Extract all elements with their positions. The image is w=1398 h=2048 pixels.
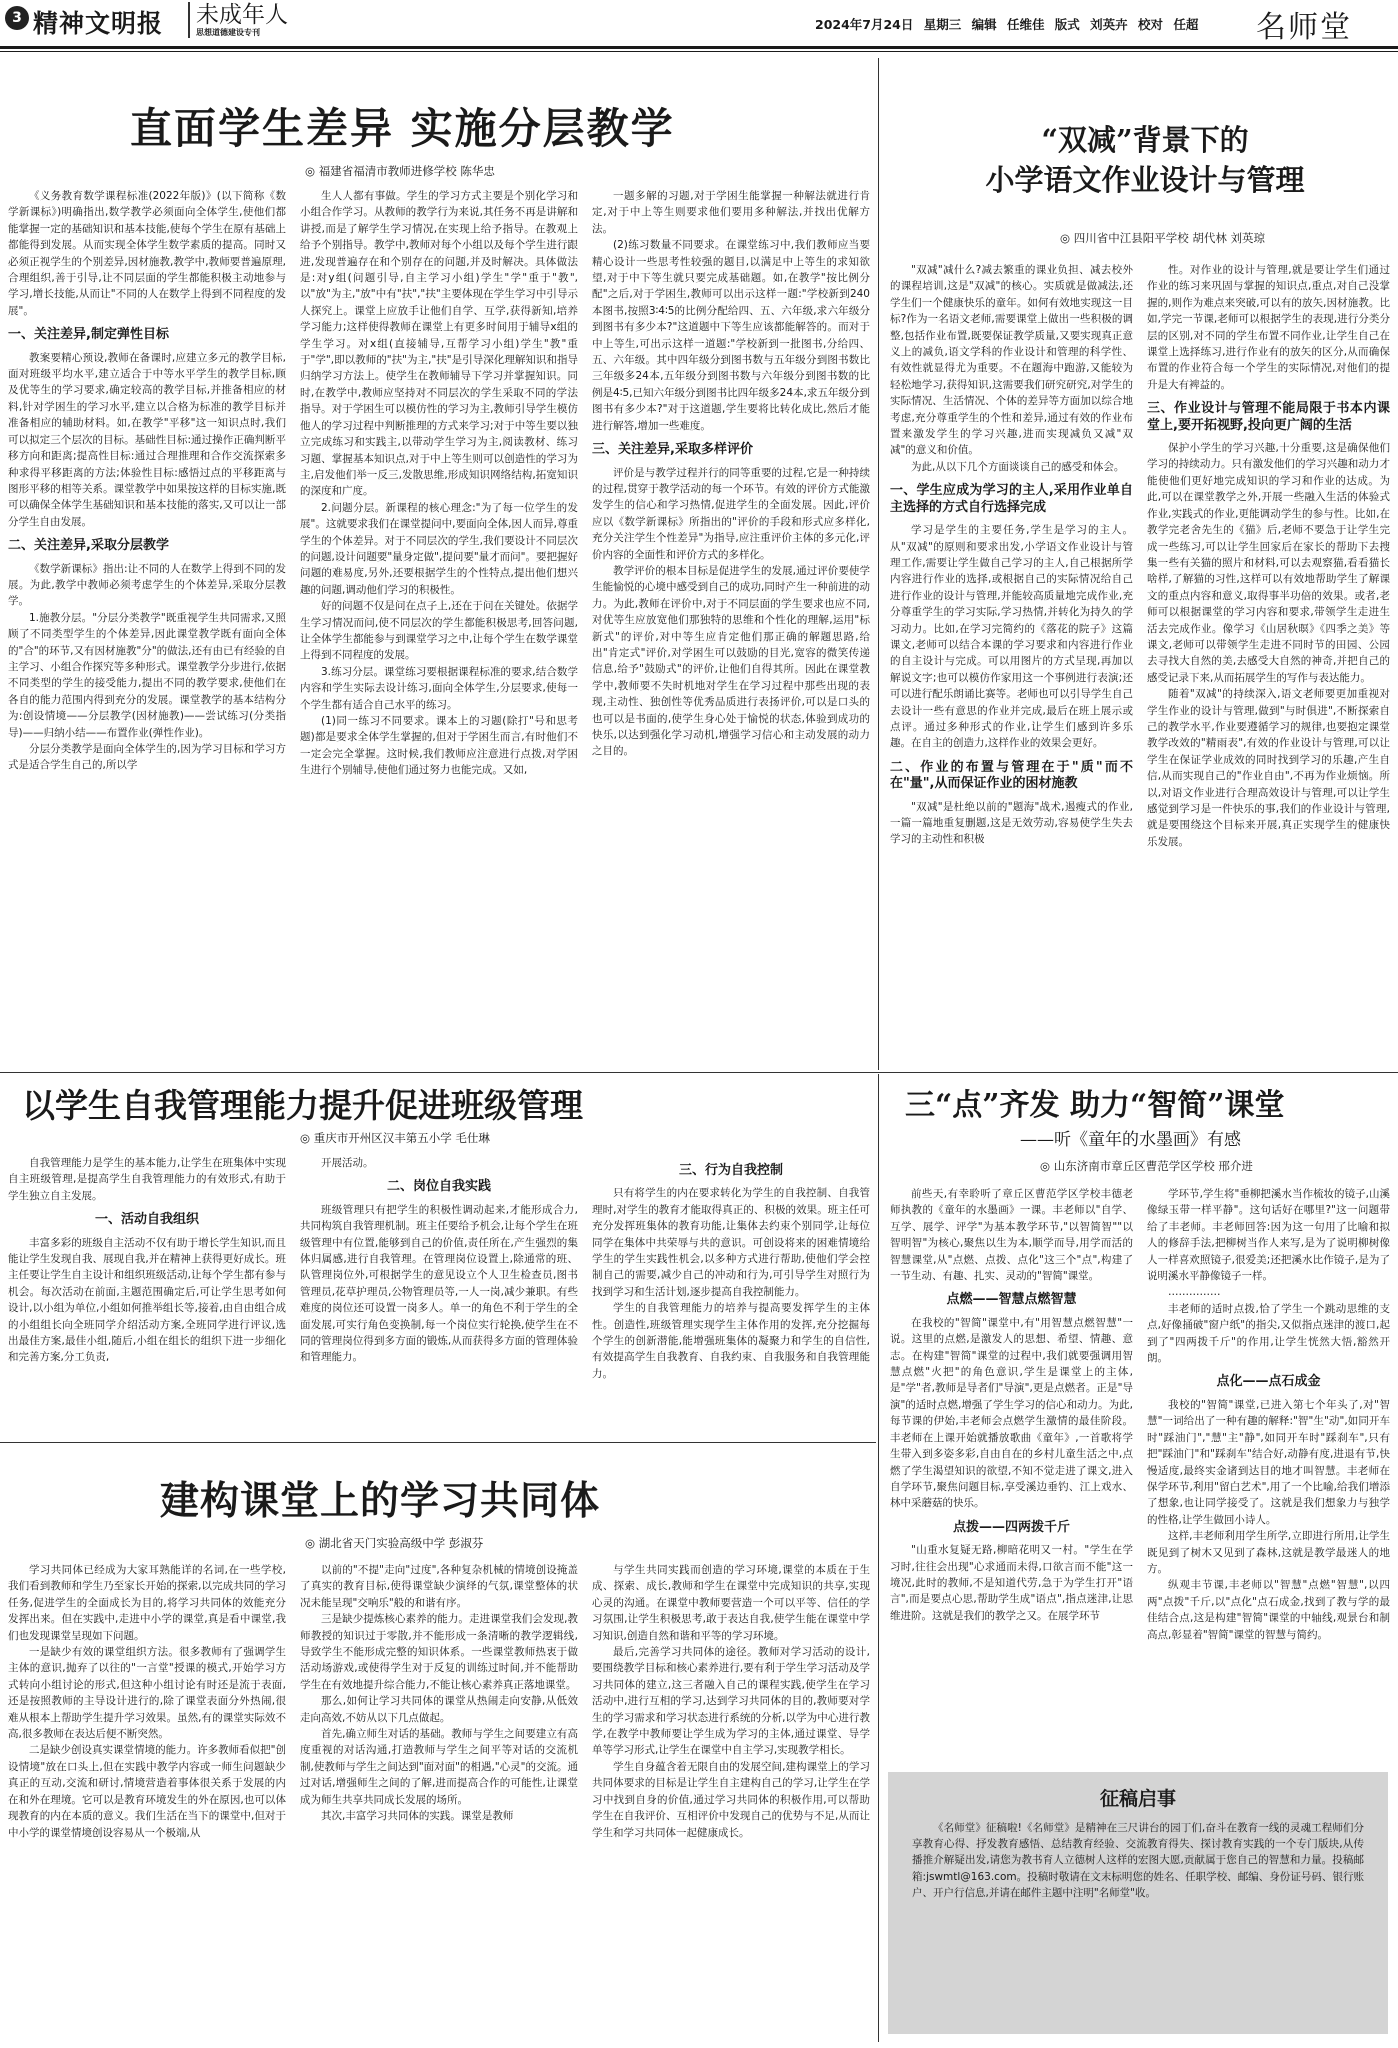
paragraph: 开展活动。	[321, 1157, 374, 1169]
page-number: 3	[5, 6, 29, 30]
article2-title: “双减”背景下的 小学语文作业设计与管理	[985, 123, 1305, 197]
article4-body	[890, 1186, 1390, 1766]
paragraph: 丰富多彩的班级自主活动不仅有助于增长学生知识,而且能让学生发现自我、展现自我,并在精神上获得更好成长。班主任要让学生自主设计和组织班级活动,让每个学生都有参与机会。每次活动在前面,主题范围确定后,可让学生思考如何设计,以小组为单位,小组如何推举组长等,接着,由自由组合成的小组组长向全班同学介绍活动方案,全班同学进行评议,选出最佳方案,最佳小组,随后,小组在组长的组织下进一步细化和完善方案,分工负责,	[8, 1236, 286, 1364]
article3-col3	[592, 1155, 870, 1437]
subheading: 三、行为自我控制	[678, 1163, 783, 1178]
paragraph: 随着"双减"的持续深入,语文老师要更加重视对学生作业的设计与管理,做到"与时俱进",不断探索自己的教学水平,作业要遵循学习的规律,也要抱定课堂教学改效的"精雨表",有效的作业设计与管理,可以让学生在保证学业成效的同时找到学习的乐趣,产生自信,从而实现自己的"作业自由",不再为作业烦恼。所以,对语文作业进行合理高效设计与管理,可以让学生感觉到学习是一件快乐的事,我们的作业设计与管理,就是要围绕这个目标来开展,真正实现学生的健康快乐发展。	[1147, 688, 1390, 848]
notice-title: 征稿启事	[1099, 1788, 1176, 1810]
paragraph: 3.练习分层。课堂练习要根据课程标准的要求,结合数学内容和学生实际去设计练习,面向全体学生,分层要求,使每一个学生都有适合自己水平的练习。	[300, 665, 578, 711]
newspaper-name: 精神文明报	[33, 9, 164, 38]
paragraph: "双减"是杜绝以前的"题海"战术,遏瘦式的作业,一篇一篇地重复删题,这是无效劳动,容易使学生失去学习的主动性和积极	[890, 800, 1133, 846]
article3-byline: ◎ 重庆市开州区汉丰第五小学 毛仕琳	[300, 1131, 490, 1145]
subheading: 点化——点石成金	[1216, 1374, 1321, 1390]
subheading: 三、作业设计与管理不能局限于书本内课堂上,要开拓视野,投向更广阔的生活	[1147, 401, 1390, 433]
subheading: 一、关注差异,制定弹性目标	[8, 327, 169, 343]
paragraph: 2.问题分层。新课程的核心理念:"为了每一位学生的发展"。这就要求我们在课堂提问中,要面向全体,因人而异,尊重学生的个体差异。对于不同层次的学生,我们要设计不同层次的问题,设计问题要"量身定做",提问要"量才而问"。要把握好问题的难易度,另外,还要根据学生的个性特点,提出他们想兴趣的问题,调动他们学习的积极性。	[300, 501, 578, 596]
paragraph: 为此,从以下几个方面谈谈自己的感受和体会。	[911, 460, 1125, 473]
paragraph: 前些天,有幸聆听了章丘区曹范学区学校丰德老师执教的《童年的水墨画》一课。丰老师以"自学、互学、展学、评学"为基本教学环节,"以智简智""以智明智"为核心,聚焦以生为本,顺学而导,用学而活的智慧课堂,从"点燃、点拨、点化"这三个"点",构建了一节生动、有趣、扎实、灵动的"智简"课堂。	[890, 1188, 1133, 1283]
subheading: 二、关注差异,采取分层教学	[8, 538, 169, 554]
paragraph: 这样,丰老师利用学生所学,立即进行所用,让学生既见到了树木又见到了森林,这就是教学最迷人的地方。	[1147, 1530, 1390, 1575]
paragraph: 丰老师的适时点拨,恰了学生一个跳动思维的支点,好像捅破"窗户纸"的指尖,又似指点迷津的渡口,起到了"四两拨千斤"的作用,让学生恍然大悟,豁然开朗。	[1147, 1302, 1390, 1365]
paragraph: 只有将学生的内在要求转化为学生的自我控制、自我管理时,对学生的教育才能取得真正的、积极的效果。班主任可充分发挥班集体的教育功能,让集体去约束个别同学,让每位同学在集体中共荣辱与共的意识。可创设将来的困难情境给学生的学生实践性机会,以多种方式进行帮助,使他们学会控制自己的需要,减少自己的冲动和行为,可引导学生对照行为找到学习和生活计划,逐步提高自我控制能力。	[592, 1187, 870, 1298]
paragraph: 学生自身蕴含着无限自由的发展空间,建构课堂上的学习共同体要求的目标是让学生自主建构自己的学习,让学生在学习中找到自身的价值,通过学习共同体的积极作用,可以帮助学生在自我评价、互相评价中发现自己的优势与不足,从而让学生和学习共同体一起健康成长。	[592, 1760, 870, 1839]
article1-byline: ◎ 福建省福清市教师进修学校 陈华忠	[305, 164, 495, 178]
subheading: 点拨——四两拨千斤	[952, 1519, 1070, 1535]
article4-subtitle: ——听《童年的水墨画》有感	[1020, 1130, 1241, 1150]
supplement-block	[188, 2, 288, 38]
subheading: 二、岗位自我实践	[386, 1179, 491, 1195]
paragraph: "双减"减什么?减去繁重的课业负担、减去校外的课程培训,这是"双减"的核心。实质就是做减法,还学生们一个健康快乐的童年。如何有效地实现这一目标?作为一名语文老师,需要课堂上做出一些积极的调整,包括作业布置,既要保证教学质量,又要实现真正意义上的减负,语文学科的作业设计和管理的科学性、有效性就显得尤为重要。不在题海中跑游,又能较为轻松地学习,获得知识,这需要我们研究研究,对学生的实际情况、生活情况、个体的差异等方面加以综合地考虑,充分尊重学生的个性和差异,通过有效的作业布置来激发学生的学习兴趣,进而实现减负又减"双减"的意义和价值。	[890, 264, 1133, 457]
paragraph: 学习是学生的主要任务,学生是学习的主人。从"双减"的原则和要求出发,小学语文作业设计与管理工作,需要让学生做自己学习的主人,自己根据所学内容进行作业的选择,或根据自己的实际情况给自己进行作业的设计与管理,并能较高质量地完成作业,充分尊重学生的学习实际,学习热情,并转化为持久的学习动力。比如,在学习完简约的《落花的院子》这篇课文,老师可以结合本课的学习要求和内容进行作业的自主设计与完成。可以用图片的方式呈现,再加以解说文字;也可以模仿作家用这一个事例进行表演;还可以进行配乐朗诵比赛等。老师也可以引导学生自己去设计一些有意思的作业并完成,最后在班上展示或点评。通过多种形式的作业,让学生们感到许多乐趣。在自主的创造力,这样作业的效果会更好。	[890, 524, 1133, 750]
paragraph: ……………	[1168, 1286, 1221, 1299]
supplement-name: 未成年人	[196, 2, 288, 28]
call-for-papers-box	[888, 1772, 1388, 2034]
paragraph: 以前的"不提"走向"过度",各种复杂机械的情境创设掩盖了真实的教育目标,使得课堂缺少演绎的气氛,课堂整体的状况未能呈现"交响乐"般的和谐有序。	[300, 1564, 578, 1609]
article5-body	[8, 1562, 870, 2042]
paragraph: 《数学新课标》指出:让不同的人在数学上得到不同的发展。为此,教学中教师必须考虑学生的个体差异,采取分层教学。	[8, 562, 286, 608]
paragraph: 三是缺少提炼核心素养的能力。走进课堂我们会发现,教师教授的知识过于零散,并不能形成一条清晰的教学逻辑线,导致学生不能形成完整的知识体系。一些课堂教师热衷于做活动场游戏,或使得学生对于反复的训练过时间,并不能帮助学生在有效地提升综合能力,不能让核心素养真正落地课堂。	[300, 1613, 578, 1691]
paragraph: 纵观丰节课,丰老师以"智慧"点燃"智慧",以四两"点拨"千斤,以"点化"点石成金,找到了教与学的最佳结合点,这是构建"智简"课堂的中轴线,观景台和制高点,彰显着"智简"课堂的智慧与简约。	[1147, 1579, 1390, 1641]
paragraph: 一是缺少有效的课堂组织方法。很多教师有了强调学生主体的意识,抛弃了以往的"一言堂"授课的模式,开始学习方式转向小组讨论的形式,但这种小组讨论有时还是流于表面,还是按照教师的主导设计进行的,除了课堂表面分外热闹,很难从根本上帮助学生提升学习效果。虽然,有的课堂实际效不高,很多教师在表达后便不断突然。	[8, 1646, 286, 1741]
subheading: 点燃——智慧点燃智慧	[946, 1292, 1077, 1308]
article5-col2	[300, 1562, 578, 2042]
paragraph: 好的问题不仅是问在点子上,还在于问在关键处。依据学生学习情况而问,使不同层次的学生都能积极思考,回答问题,让全体学生都能参与到课堂学习之中,让每个学生在数学课堂上得到不同程度的发展。	[300, 600, 578, 662]
article1-col1	[8, 188, 286, 1068]
article4-col1	[890, 1186, 1133, 1766]
date-editor-info: 2024年7月24日 星期三 编辑 任维佳 版式 刘英卉 校对 任超	[815, 17, 1199, 32]
paragraph: 教学评价的根本目标是促进学生的发展,通过评价要使学生能愉悦的心境中感受到自己的成功,同时产生一种前进的动力。为此,教师在评价中,对于不同层面的学生要求也应不同,对优等生应放宽他们那独特的思维和个性化的理解,运用"标新式"的评价,对中等生应肯定他们那正确的解题思路,给出"肯定式"评价,对学困生可以鼓励的目光,宽容的微笑传递信息,给予"鼓励式"的评价,让他们自得其所。因此在课堂教学中,教师要不失时机地对学生在学习过程中那些出现的表现,主动性、独创性等优秀品质进行表扬评价,可以是口头的也可以是书面的,使学生身心处于愉悦的状态,体验到成功的快乐,以达到强化学习动机,增强学习信心和主动发展的动力之目的。	[592, 564, 870, 758]
article4-byline: ◎ 山东济南市章丘区曹范学区学校 邢介进	[1040, 1159, 1253, 1173]
paragraph: (2)练习数量不同要求。在课堂练习中,我们教师应当要精心设计一些思考性较强的题目,以满足中上等生的求知欲望,对于中下等生就只要完成基础题。如,在教学"按比例分配"之后,对于学困生,教师可以出示这样一题:"学校新到240本图书,按照3∶4∶5的比例分配给四、五、六年级,求六年级分到图书有多少本?"这道题中下等生应该都能解答的。而对于中上等生,可出示这样一道题:"学校新到一批图书,分给四、五、六年级。其中四年级分到图书数与五年级分到图书数比三年级多24本,五年级分到图书数与六年级分到图书数的比例是4∶5,已知六年级分到图书比四年级多24本,求五年级分到图书有多少本?"对于这道题,学生要将比转化成比,然后才能进行解答,增加一些难度。	[592, 239, 870, 432]
paragraph: 自我管理能力是学生的基本能力,让学生在班集体中实现自主班级管理,是提高学生自我管理能力的有效形式,有助于学生独立自主发展。	[8, 1157, 286, 1202]
article3-body	[8, 1155, 870, 1437]
article1-title: 直面学生差异 实施分层教学	[130, 104, 675, 153]
divider-a1-a2	[878, 58, 879, 1070]
article4-title: 三“点”齐发 助力“智简”课堂	[905, 1088, 1285, 1123]
subheading: 一、学生应成为学习的主人,采用作业单自主选择的方式自行选择完成	[890, 483, 1133, 515]
article1-col2	[300, 188, 578, 1068]
article3-col2	[300, 1155, 578, 1437]
paragraph: 在我校的"智简"课堂中,有"用智慧点燃智慧"一说。这里的点燃,是激发人的思想、希望、情趣、意志。在构建"智简"课堂的过程中,我们就要强调用智慧点燃"火把"的角色意识,学生是课堂上的主体,是"学"者,教师是导者们"导演",更是点燃者。正是"导演"的适时点燃,增强了学生学习的信心和动力。为此,每节课的伊始,丰老师会点燃学生激情的最佳阶段。丰老师在上课开始就播放歌曲《童年》,一首歌将学生带入到多姿多彩,自由自在的乡村儿童生活之中,点燃了学生渴望知识的欲望,不知不觉走进了课文,进入自学环节,聚焦问题目标,享受溪边垂钓、江上戏水、林中采蘑菇的快乐。	[890, 1316, 1133, 1510]
notice-body: 《名师堂》征稿啦!《名师堂》是精神在三尺讲台的园丁们,奋斗在教育一线的灵魂工程师们分享教育心得、抒发教育感悟、总结教育经验、交流教育得失、探讨教育实践的一个专门版块,从传播推介解疑出发,请您为教书育人立德树人这样的宏图大愿,贡献属于您自己的智慧和力量。投稿邮箱:jswmtl@163.com。投稿时敬请在文末标明您的姓名、任职学校、邮编、身份证号码、银行账户、开户行信息,并请在邮件主题中注明"名师堂"收。	[912, 1822, 1364, 1899]
header-rule-thin	[0, 51, 1398, 52]
paragraph: 1.施教分层。"分层分类教学"既重视学生共同需求,又照顾了不同类型学生的个体差异,因此课堂教学既有面向全体的"合"的环节,又有因材施教"分"的做法,还有由已有经验的自主学习、小组合作探究等多种形式。课堂教学分步进行,依据不同类型的学生的接受能力,提出不同的教学要求,使他们在各自的能力范围内得到充分的发展。课堂教学的基本结构分为:创设情境——分层教学(因材施教)——尝试练习(分类指导)——归纳小结——布置作业(弹性作业)。	[8, 611, 286, 739]
paragraph: 我校的"智简"课堂,已进入第七个年头了,对"智慧"一词给出了一种有趣的解释:"智"生"动",如同开车时"踩油门","慧"主"静",如同开车时"踩刹车",只有把"踩油门"和"踩刹车"结合好,动静有度,进退有节,快慢适度,最终实金诸到达目的地才叫智慧。丰老师在保学环节,利用"留白艺术",用了一个比喻,给我们增添了想象,也让同学接受了。这就是我们想象力与独学的性格,让学生做回小诗人。	[1147, 1398, 1390, 1526]
paragraph: 其次,丰富学习共同体的实践。课堂是教师	[321, 1810, 514, 1823]
paragraph: 一题多解的习题,对于学困生能掌握一种解法就进行肯定,对于中上等生则要求他们要用多种解法,并找出优解方法。	[592, 190, 870, 235]
paragraph: 学生的自我管理能力的培养与提高要发挥学生的主体性。创造性,班级管理实现学生主体作用的发挥,充分挖掘每个学生的创新潜能,能增强班集体的凝聚力和学生的自信性,有效提高学生自我教育、自我约束、自我服务和自我管理能力。	[592, 1302, 870, 1380]
paragraph: 班级管理只有把学生的积极性调动起来,才能形成合力,共同构筑自我管理机制。班主任要给予机会,让每个学生在班级管理中有位置,能够到自己的价值,责任所在,产生强烈的集体归属感,进行自我管理。在管理岗位设置上,除通常的班、队管理岗位外,可根据学生的意见设立个人卫生检查员,图书管理员,花草护理员,公物管理员等,一人一岗,减少兼职。有些难度的岗位还可设置一岗多人。单一的角色不利于学生的全面发展,可实行角色变换制,每一个岗位实行轮换,使学生在不同的管理岗位得到多方面的锻炼,从而获得多方面的管理体验和管理能力。	[300, 1203, 578, 1364]
section-name: 名师堂	[1256, 10, 1352, 45]
divider-a3-a5	[0, 1442, 876, 1443]
article5-col1	[8, 1562, 286, 2042]
paragraph: 最后,完善学习共同体的途径。教师对学习活动的设计,要围绕教学目标和核心素养进行,要有利于学生学习活动及学习共同体的建立,这三者融入自己的课程实践,使学生在学习活动中,进行互相的学习,达到学习共同体的目的,教师要对学生的学习需求和学习状态进行系统的分析,以学为中心进行教学,在教学中教师要让学生成为学习的主体,通过课堂、导学单等学习形式,让学生在课堂中自主学习,实现教学相长。	[592, 1646, 870, 1757]
paragraph: 学环节,学生将"垂柳把溪水当作梳妆的镜子,山溪像绿玉带一样平静"。这句话好在哪里?"这一问题带给了丰老师。丰老师回答:因为这一句用了比喻和拟人的修辞手法,把柳树当作人来写,是为了说明柳树像人一样喜欢照镜子,很爱美;还把溪水比作镜子,是为了说明溪水平静像镜子一样。	[1147, 1188, 1390, 1283]
article5-col3	[592, 1562, 870, 2042]
paragraph: 首先,确立师生对话的基础。教师与学生之间要建立有高度重视的对话沟通,打造教师与学生之间平等对话的交流机制,使教师与学生之间达到"面对面"的相遇,"心灵"的交流。通过对话,增强师生之间的了解,进而提高合作的可能性,让课堂成为师生共享共同成长发展的场所。	[300, 1728, 578, 1806]
article3-col1	[8, 1155, 286, 1437]
header-rule	[0, 46, 1398, 49]
paragraph: 教案要精心预设,教师在备课时,应建立多元的教学目标,面对班级平均水平,建立适合于中等水平学生的教学目标,顾及优等生的学习要求,确定较高的教学目标,并推备相应的材料,针对学困生的学习水平,建立以合格为标准的教学目标并准备相应的辅助材料。如,在教学"平移"这一知识点时,我们可以拟定三个层次的目标。基础性目标:通过操作正确判断平移方向和距离;提高性目标:通过合理推理和合作交流探索多种求得平移距离的方法;体验性目标:感悟过点的平移距离与图形平移的相等关系。课堂教学中如果按这样的目标实施,既可以确保全体学生基础知识和基本技能的落实,又可以让一部分学生自由发展。	[8, 351, 286, 528]
subheading: 二、作业的布置与管理在于"质"而不在"量",从而保证作业的困材施教	[890, 759, 1133, 792]
article3-title: 以学生自我管理能力提升促进班级管理	[22, 1086, 583, 1125]
paragraph: 《义务教育数学课程标准(2022年版)》(以下简称《数学新课标》)明确指出,数学教学必须面向全体学生,使他们都能掌握一定的基础知识和基本技能,使每个学生在原有基础上都能得到发展。从而实现全体学生数学素质的提高。同时又必须正视学生的个别差异,因材施教,教学中,教师要普遍原理,合理组织,善于引导,让不同层面的学生都能积极主动地参与学习,增长技能,从而让"不同的人在数学上得到不同程度的发展"。	[8, 190, 286, 317]
paragraph: 学习共同体已经成为大家耳熟能详的名词,在一些学校,我们看到教师和学生乃至家长开始的探索,以完成共同的学习任务,促进学生的全面成长为目的,将学习共同体的效能充分发挥出来。但在实践中,走进中小学的课堂,真是看中课堂,我们也发现课堂呈现如下问题。	[8, 1564, 286, 1642]
article2-col1	[890, 262, 1133, 1068]
paragraph: (1)同一练习不同要求。课本上的习题(除打"号和思考题)都是要求全体学生掌握的,但对于学困生而言,有时他们不一定会完全掌握。这时候,我们教师应注意进行点拨,对学困生进行个别辅导,使他们通过努力也能完成。又如,	[300, 715, 578, 777]
article5-title: 建构课堂上的学习共同体	[160, 1478, 601, 1524]
divider-row1	[0, 1072, 1398, 1073]
paragraph: 二是缺少创设真实课堂情境的能力。许多教师看似把"创设情境"放在口头上,但在实践中教学内容或一师生问题缺少真正的互动,交流和研讨,情境营造着事体很关系于发展的内在和外在理境。它可以是教育环境发生的外在原因,也可以体现教育的内在本质的意义。我们生活在当下的课堂中,但对于中小学的课堂情境创设容易从一个极端,从	[8, 1744, 286, 1839]
paragraph: "山重水复疑无路,柳暗花明又一村。"学生在学习时,往往会出现"心求通而未得,口欲言而不能"这一境况,此时的教师,不是知道代劳,急于为学生打开"语言",而是要点心思,帮助学生成"语点",指点迷津,让思维进阶。这就是我们的教学之又。在展学环节	[890, 1544, 1133, 1622]
article5-byline: ◎ 湖北省天门实验高级中学 彭淑芬	[305, 1536, 484, 1550]
article2-byline: ◎ 四川省中江县阳平学校 胡代林 刘英琼	[1060, 231, 1265, 245]
article2-body	[890, 262, 1390, 1068]
paragraph: 生人人都有事做。学生的学习方式主要是个别化学习和小组合作学习。从教师的教学行为来说,其任务不再是讲解和讲授,而是了解学生学习情况,在实现上给予指导。在教观上给予个别指导。教学中,教师对每个小组以及每个学生进行跟进,发现普遍存在和个别存在的问题,并及时解决。具体做法是:对y组(问题引导,自主学习小组)学生"学"重于"教",以"放"为主,"放"中有"扶","扶"主要体现在学生学习中引导示人探究上。课堂上应放手让他们自学、互学,获得新知,培养学习能力;这样使得教师在课堂上有更多时间用于辅导x组的学生学习。对x组(直接辅导,互帮学习小组)学生"教"重于"学",即以教师的"扶"为主,"扶"是引导深化理解知识和指导归纳学习方法上。使学生在教师辅导下学习并掌握知识。同时,在教学中,教师应坚持对不同层次的学生采取不同的学法指导。对于学困生可以模仿性的学习为主,教师引导学生模仿他人的学习过程中判断推理的方式来学习;对于中等生要以独立完成练习和实践主,以带动学生学习为主,阅读教材、练习习题、掌握基本知识点,对于中上等生则可以创造性的学习为主,启发他们举一反三,发散思维,形成知识网络结构,拓宽知识的深度和广度。	[300, 190, 578, 498]
page-header	[0, 0, 1398, 48]
paragraph: 评价是与教学过程并行的同等重要的过程,它是一种持续的过程,贯穿于教学活动的每一个环节。有效的评价方式能激发学生的信心和学习热情,促进学生的全面发展。因此,评价应以《数学新课标》所指出的"评价的手段和形式应多样化,充分关注学生个性差异"为指导,应注重评价主体的多元化,评价内容的全面性和评价方式的多样化。	[592, 466, 870, 561]
supplement-subtitle: 思想道德建设专刊	[196, 28, 260, 37]
subheading: 三、关注差异,采取多样评价	[592, 442, 753, 458]
paragraph: 性。对作业的设计与管理,就是要让学生们通过作业的练习来巩固与掌握的知识点,重点,对自己没掌握的,则作为难点来突破,可以有的放矢,因材施教。比如,学完一节课,老师可以根据学生的表现,进行分类分层的区别,对不同的学生布置不同作业,让学生自己在课堂上选择练习,进行作业有的放矢的区分,从而确保布置的作业符合每一个学生的实际情况,对他们的提升是大有裨益的。	[1147, 264, 1390, 391]
article2-col2	[1147, 262, 1390, 1068]
paragraph: 保护小学生的学习兴趣,十分重要,这是确保他们学习的持续动力。只有激发他们的学习兴趣和动力才能使他们更好地完成知识的学习和作业的达成。为此,可以在课堂教学之外,开展一些融入生活的体验式作业,实践式的作业,更能调动学生的参与性。比如,在教学完老舍先生的《猫》后,老师不要急于让学生完成一些练习,可以让学生回家后在家长的帮助下去搜集一些有关猫的照片和材料,可以去观察猫,看看猫长啥样,了解猫的习性,这样可以有效地帮助学生了解课文的重点内容和意义,取得事半功倍的效果。或者,老师可以根据课堂的学习内容和要求,带领学生走进生活去完成作业。像学习《山居秋暝》《四季之美》等课文,老师可以带领学生走进不同时节的田园、公园去寻找大自然的美,去感受大自然的神奇,并把自己的感受记录下来,从而拓展学生的写作与表达能力。	[1147, 442, 1390, 684]
paragraph: 那么,如何让学习共同体的课堂从热闹走向安静,从低效走向高效,不妨从以下几点做起。	[300, 1695, 578, 1724]
subheading: 一、活动自我组织	[94, 1212, 199, 1228]
paragraph: 与学生共同实践而创造的学习环境,课堂的本质在于生成、探索、成长,教师和学生在课堂中完成知识的共享,实现心灵的沟通。在课堂中教师要营造一个可以平等、信任的学习氛围,让学生积极思考,敢于表达自我,使学生能在课堂中学习知识,创造自然和谐和平等的学习环境。	[592, 1564, 870, 1642]
divider-a3-a4	[878, 1074, 879, 2042]
article1-col3	[592, 188, 870, 1068]
article4-col2	[1147, 1186, 1390, 1766]
article1-body	[8, 188, 870, 1068]
paragraph: 分层分类教学是面向全体学生的,因为学习目标和学习方式是适合学生自己的,所以学	[8, 743, 286, 772]
